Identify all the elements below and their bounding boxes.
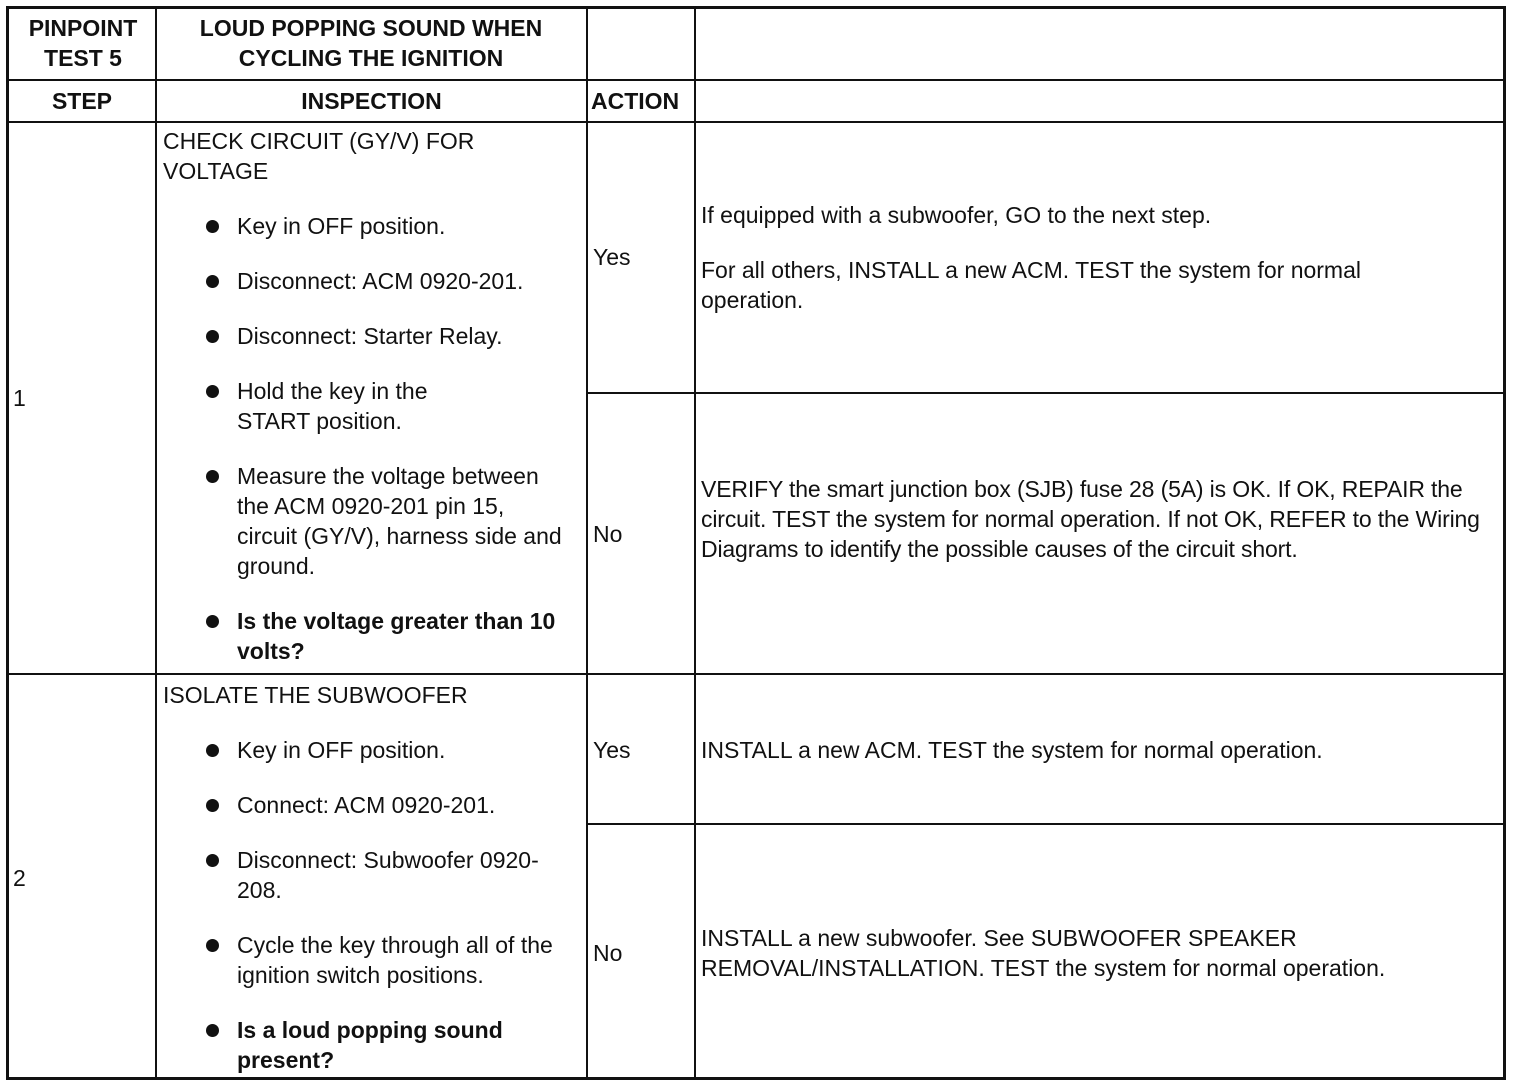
list-item: Disconnect: ACM 0920-201. (163, 266, 583, 296)
row-divider-title (9, 79, 1503, 81)
action-no-text: INSTALL a new subwoofer. See SUBWOOFER SPEAKER REMOVAL/INSTALLATION. TEST the system for normal operation. (701, 925, 1386, 981)
bullet-icon (206, 385, 219, 398)
bullet-icon (206, 939, 219, 952)
row-divider-step1 (9, 673, 1503, 675)
inspection-question: Is a loud popping sound present? (237, 1017, 503, 1073)
test-id: PINPOINT TEST 5 (28, 15, 138, 71)
step-heading: CHECK CIRCUIT (GY/V) FOR VOLTAGE (163, 128, 475, 184)
row-divider-step2-yesno (586, 823, 1503, 825)
bullet-icon (206, 615, 219, 628)
inspection-list (163, 735, 583, 1075)
action-yes-label: Yes (593, 737, 631, 763)
bullet-icon (206, 330, 219, 343)
action-yes-label: Yes (593, 244, 631, 270)
list-item: Connect: ACM 0920-201. (163, 790, 583, 820)
list-item: Measure the voltage between the ACM 0920-201 pin 15, circuit (GY/V), harness side and ground. (163, 461, 567, 581)
bullet-icon (206, 470, 219, 483)
list-item: Cycle the key through all of the ignition switch positions. (163, 930, 582, 990)
inspection-list (163, 211, 583, 666)
bullet-icon (206, 220, 219, 233)
list-item: Disconnect: Subwoofer 0920-208. (163, 845, 567, 905)
bullet-icon (206, 275, 219, 288)
col-divider-step (155, 9, 157, 1077)
bullet-icon (206, 799, 219, 812)
list-item: Disconnect: Starter Relay. (163, 321, 583, 351)
test-title: LOUD POPPING SOUND WHEN CYCLING THE IGNITION (199, 15, 543, 71)
column-header-step: STEP (51, 88, 113, 114)
step-heading: ISOLATE THE SUBWOOFER (163, 682, 468, 708)
bullet-icon (206, 744, 219, 757)
action-yes-text: If equipped with a subwoofer, GO to the next step. For all others, INSTALL a new ACM. TEST the system for normal operation. (701, 202, 1361, 313)
list-item: Key in OFF position. (163, 211, 583, 241)
row-divider-step1-yesno (586, 392, 1503, 394)
inspection-question: Is the voltage greater than 10 volts? (237, 608, 556, 664)
action-no-label: No (593, 940, 623, 966)
row-divider-header (9, 121, 1503, 123)
action-no-text: VERIFY the smart junction box (SJB) fuse 28 (5A) is OK. If OK, REPAIR the circuit. TEST the system for normal operation. If not OK, REFER to the Wiring Diagrams to identify the possible causes of the circuit short. (701, 476, 1480, 562)
column-header-action: ACTION (591, 88, 680, 114)
list-item: Hold the key in the START position. (163, 376, 487, 436)
bullet-icon (206, 1024, 219, 1037)
inspection-step-1 (163, 126, 583, 666)
col-divider-inspection (586, 9, 588, 1077)
list-item (163, 1015, 567, 1075)
action-no-label: No (593, 521, 623, 547)
column-header-inspection: INSPECTION (301, 88, 442, 114)
step-number: 1 (13, 385, 26, 411)
action-yes-text: INSTALL a new ACM. TEST the system for normal operation. (701, 737, 1323, 763)
inspection-step-2 (163, 680, 583, 1075)
pinpoint-test-table (6, 6, 1506, 1080)
list-item: Key in OFF position. (163, 735, 583, 765)
step-number: 2 (13, 865, 26, 891)
list-item (163, 606, 567, 666)
col-divider-action (694, 9, 696, 1077)
bullet-icon (206, 854, 219, 867)
